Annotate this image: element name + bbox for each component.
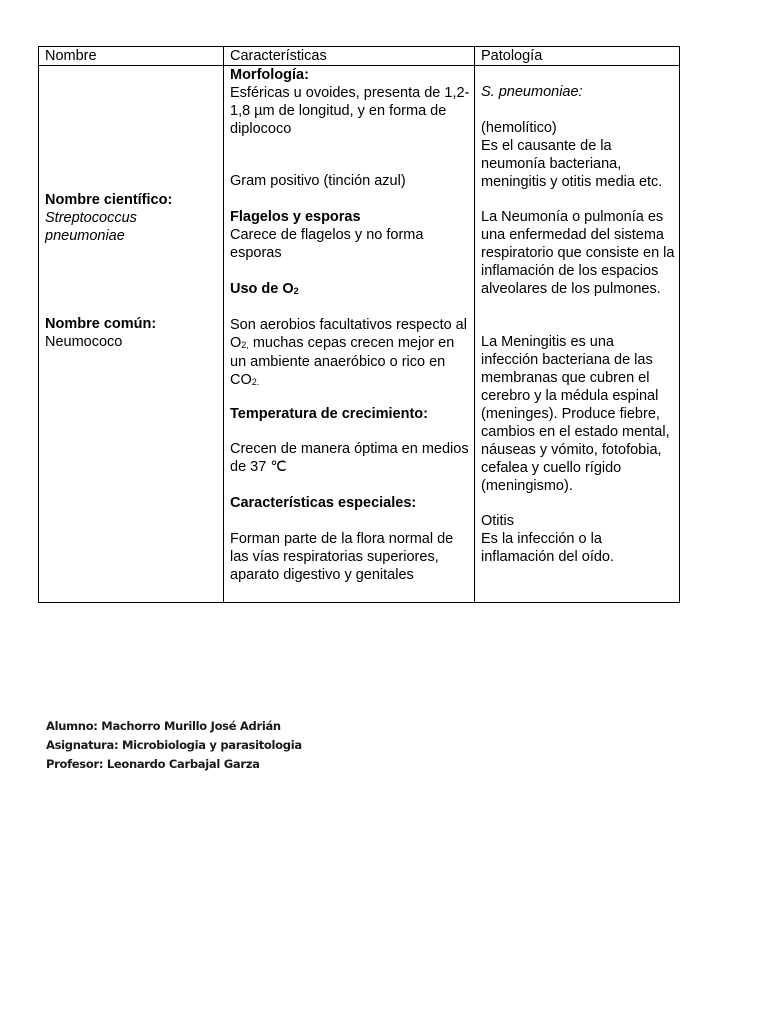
author-footer bbox=[46, 717, 302, 774]
uso-o2-text-sub1: 2, bbox=[241, 340, 249, 350]
species-block bbox=[481, 83, 675, 101]
uso-o2-block bbox=[230, 280, 470, 299]
uso-o2-title-sub: 2 bbox=[293, 286, 299, 296]
uso-o2-title bbox=[230, 280, 470, 299]
causante-block bbox=[481, 119, 675, 191]
neumonia-block bbox=[481, 208, 675, 298]
especiales-text: Forman parte de la flora normal de las vías respiratorias superiores, aparato digestivo y genitales bbox=[230, 531, 454, 583]
uso-o2-text-block bbox=[230, 316, 470, 390]
uso-o2-title-text: Uso de O bbox=[230, 281, 294, 297]
uso-o2-text-b: muchas cepas crecen mejor en un ambiente anaeróbico o rico en CO bbox=[230, 335, 455, 388]
nombre-cientifico-value-2: pneumoniae bbox=[45, 228, 125, 244]
temperatura-title: Temperatura de crecimiento: bbox=[230, 406, 428, 422]
temperatura-text: Crecen de manera óptima en medios de 37 ℃ bbox=[230, 441, 469, 475]
meningitis-block bbox=[481, 333, 675, 495]
footer-profesor: Profesor: Leonardo Carbajal Garza bbox=[46, 757, 260, 771]
table-header-row bbox=[39, 47, 680, 66]
especiales-text-block bbox=[230, 530, 470, 584]
gram-block bbox=[230, 172, 470, 190]
nombre-comun-value: Neumococo bbox=[45, 334, 123, 350]
uso-o2-text-a: Son aerobios facultativos respecto al O bbox=[230, 317, 467, 351]
temperatura-block bbox=[230, 405, 470, 423]
morfologia-title: Morfología: bbox=[230, 67, 309, 83]
causante-text: Es el causante de la neumonía bacteriana, meningitis y otitis media etc. bbox=[481, 138, 663, 190]
morfologia-block bbox=[230, 66, 470, 138]
cell-caracteristicas bbox=[224, 66, 475, 603]
flagelos-title: Flagelos y esporas bbox=[230, 209, 361, 225]
otitis-text: Es la infección o la inflamación del oído. bbox=[481, 531, 614, 565]
cell-patologia bbox=[475, 66, 680, 603]
info-table bbox=[38, 46, 680, 603]
especiales-title: Características especiales: bbox=[230, 495, 417, 511]
footer-alumno: Alumno: Machorro Murillo José Adrián bbox=[46, 719, 281, 733]
flagelos-block bbox=[230, 208, 470, 262]
uso-o2-text bbox=[230, 316, 470, 390]
neumonia-text: La Neumonía o pulmonía es una enfermedad del sistema respiratorio que consiste en la inflamación de los espacios alveolares de los pulmones. bbox=[481, 209, 675, 297]
temperatura-text-block bbox=[230, 440, 470, 476]
meningitis-text: La Meningitis es una infección bacteriana de las membranas que cubren el cerebro y la médula espinal (meninges). Produce fiebre, cambios en el estado mental, náuseas y vómito, fotofobia, cefalea y cuello rígido (meningismo). bbox=[481, 334, 670, 494]
uso-o2-text-sub2: 2. bbox=[251, 377, 260, 387]
gram-text: Gram positivo (tinción azul) bbox=[230, 173, 406, 189]
header-caracteristicas: Características bbox=[224, 47, 475, 66]
especiales-block bbox=[230, 494, 470, 512]
hemolitico-text: (hemolítico) bbox=[481, 120, 557, 136]
nombre-cientifico-label: Nombre científico: bbox=[45, 192, 173, 208]
species-name: S. pneumoniae: bbox=[481, 84, 583, 100]
morfologia-text: Esféricas u ovoides, presenta de 1,2-1,8 µm de longitud, y en forma de diplococo bbox=[230, 85, 470, 137]
nombre-cientifico-block bbox=[45, 191, 219, 245]
nombre-comun-label: Nombre común: bbox=[45, 316, 157, 332]
cell-nombre bbox=[39, 66, 224, 603]
header-patologia: Patología bbox=[475, 47, 680, 66]
otitis-title: Otitis bbox=[481, 513, 515, 529]
table-row bbox=[39, 66, 680, 603]
footer-asignatura: Asignatura: Microbiologia y parasitologia bbox=[46, 738, 302, 752]
otitis-block bbox=[481, 512, 675, 566]
nombre-cientifico-value-1: Streptococcus bbox=[45, 210, 137, 226]
nombre-comun-block bbox=[45, 315, 219, 351]
flagelos-text: Carece de flagelos y no forma esporas bbox=[230, 227, 424, 261]
header-nombre: Nombre bbox=[39, 47, 224, 66]
